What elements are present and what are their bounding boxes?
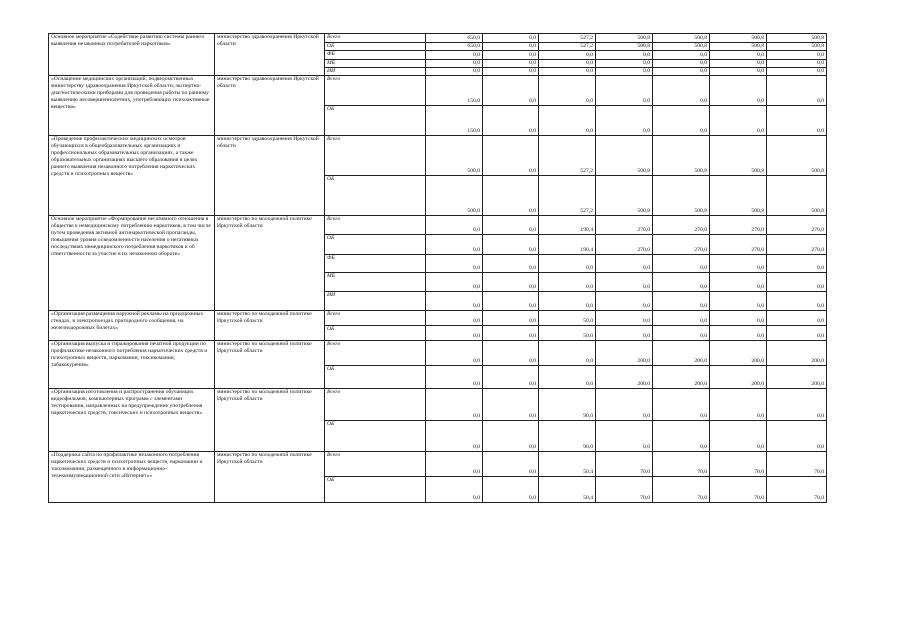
amount-cell: 500,8 <box>767 136 827 176</box>
amount-cell: 500,8 <box>596 176 653 216</box>
amount-cell: 0,0 <box>483 235 539 255</box>
amount-cell: 200,0 <box>767 366 827 389</box>
amount-cell: 200,0 <box>596 341 653 366</box>
amount-cell: 500,8 <box>767 34 827 43</box>
funding-source-cell: ФБ <box>325 51 426 60</box>
amount-cell: 0,0 <box>483 273 539 292</box>
amount-cell: 0,0 <box>767 51 827 60</box>
amount-cell: 527,2 <box>539 34 596 43</box>
executor-cell: министерство по молодежной политике Иркутской области <box>215 389 325 452</box>
amount-cell: 270,0 <box>653 235 710 255</box>
funding-source-cell: ОБ <box>325 106 426 136</box>
amount-cell: 650,0 <box>426 34 483 43</box>
activity-name-cell: «Поддержка сайта по профилактике незаконного потребления наркотических средств и психотропных веществ, наркомании и токсикомании, размещенного в информационно-телекоммуникационной сети «Интернет»» <box>49 452 215 503</box>
amount-cell: 0,0 <box>710 60 767 68</box>
amount-cell: 0,0 <box>483 68 539 76</box>
amount-cell: 270,0 <box>596 235 653 255</box>
amount-cell: 0,0 <box>539 76 596 106</box>
funding-source-cell: ОБ <box>325 326 426 341</box>
amount-cell: 0,0 <box>767 292 827 311</box>
funding-source-cell: МБ <box>325 273 426 292</box>
amount-cell: 0,0 <box>653 389 710 421</box>
amount-cell: 0,0 <box>653 106 710 136</box>
amount-cell: 0,0 <box>426 366 483 389</box>
table-row <box>49 341 827 366</box>
amount-cell: 0,0 <box>767 76 827 106</box>
amount-cell: 50,4 <box>539 477 596 503</box>
amount-cell: 0,0 <box>539 68 596 76</box>
executor-cell: министерство по молодежной политике Иркутской области <box>215 311 325 341</box>
amount-cell: 0,0 <box>483 366 539 389</box>
amount-cell: 0,0 <box>483 43 539 51</box>
funding-source-cell: ИИ <box>325 68 426 76</box>
amount-cell: 200,0 <box>710 366 767 389</box>
funding-source-cell: Всего <box>325 452 426 477</box>
amount-cell: 0,0 <box>596 292 653 311</box>
funding-source-cell: Всего <box>325 389 426 421</box>
amount-cell: 70,0 <box>596 477 653 503</box>
amount-cell: 0,0 <box>596 326 653 341</box>
amount-cell: 0,0 <box>483 136 539 176</box>
amount-cell: 500,8 <box>653 43 710 51</box>
table-body <box>49 34 827 503</box>
amount-cell: 0,0 <box>767 68 827 76</box>
amount-cell: 0,0 <box>426 68 483 76</box>
amount-cell: 0,0 <box>653 311 710 326</box>
amount-cell: 0,0 <box>426 341 483 366</box>
funding-source-cell: МБ <box>325 60 426 68</box>
amount-cell: 0,0 <box>426 255 483 273</box>
funding-source-cell: ОБ <box>325 235 426 255</box>
amount-cell: 500,8 <box>710 43 767 51</box>
executor-cell: министерство по молодежной политике Иркутской области <box>215 216 325 311</box>
table-row <box>49 311 827 326</box>
amount-cell: 500,8 <box>710 34 767 43</box>
amount-cell: 0,0 <box>653 76 710 106</box>
activity-name-cell: Основное мероприятие «Формирование негативного отношения в обществе к немедицинскому потреблению наркотиков, в том числе путем проведения активной антинаркотической пропаганды, повышения уровня осведомленности населения о негативных последствиях немедицинского потребления наркотиков и об ответственности за участие в их незаконном обороте» <box>49 216 215 311</box>
amount-cell: 0,0 <box>483 311 539 326</box>
amount-cell: 0,0 <box>596 421 653 452</box>
amount-cell: 0,0 <box>426 235 483 255</box>
amount-cell: 0,0 <box>539 106 596 136</box>
amount-cell: 0,0 <box>596 106 653 136</box>
amount-cell: 0,0 <box>483 176 539 216</box>
amount-cell: 0,0 <box>483 34 539 43</box>
amount-cell: 70,0 <box>710 477 767 503</box>
funding-source-cell: Всего <box>325 311 426 326</box>
amount-cell: 50,0 <box>539 326 596 341</box>
amount-cell: 270,0 <box>710 216 767 235</box>
amount-cell: 200,0 <box>710 341 767 366</box>
amount-cell: 500,8 <box>596 136 653 176</box>
amount-cell: 0,0 <box>483 255 539 273</box>
amount-cell: 0,0 <box>767 389 827 421</box>
executor-cell: министерство по молодежной политике Иркутской области <box>215 452 325 503</box>
funding-source-cell: ОБ <box>325 43 426 51</box>
amount-cell: 0,0 <box>539 255 596 273</box>
funding-source-cell: ОБ <box>325 366 426 389</box>
amount-cell: 270,0 <box>767 235 827 255</box>
amount-cell: 200,0 <box>653 341 710 366</box>
amount-cell: 0,0 <box>426 326 483 341</box>
funding-source-cell: ОБ <box>325 477 426 503</box>
activity-name-cell: «Проведение профилактических медицинских осмотров обучающихся в общеобразовательных организациях и профессиональных образовательных организациях, а также образовательных организациях высшего образования в целях раннего выявления незаконного потребления наркотических средств и психотропных веществ» <box>49 136 215 216</box>
amount-cell: 500,8 <box>767 176 827 216</box>
amount-cell: 0,0 <box>426 273 483 292</box>
amount-cell: 150,0 <box>426 76 483 106</box>
executor-cell: министерство здравоохранения Иркутской области <box>215 76 325 136</box>
table-row <box>49 136 827 176</box>
amount-cell: 500,0 <box>426 136 483 176</box>
amount-cell: 500,8 <box>596 43 653 51</box>
funding-source-cell: ОБ <box>325 421 426 452</box>
amount-cell: 190,4 <box>539 216 596 235</box>
amount-cell: 0,0 <box>483 341 539 366</box>
amount-cell: 0,0 <box>483 216 539 235</box>
activity-name-cell: Основное мероприятие «Содействие развитию системы раннего выявления незаконных потребителей наркотиков» <box>49 34 215 76</box>
amount-cell: 70,0 <box>653 477 710 503</box>
amount-cell: 527,2 <box>539 136 596 176</box>
amount-cell: 0,0 <box>653 51 710 60</box>
amount-cell: 0,0 <box>710 421 767 452</box>
amount-cell: 650,0 <box>426 43 483 51</box>
amount-cell: 0,0 <box>426 389 483 421</box>
amount-cell: 0,0 <box>483 326 539 341</box>
amount-cell: 0,0 <box>710 326 767 341</box>
amount-cell: 0,0 <box>596 60 653 68</box>
amount-cell: 0,0 <box>653 60 710 68</box>
amount-cell: 0,0 <box>426 477 483 503</box>
amount-cell: 0,0 <box>426 216 483 235</box>
amount-cell: 527,2 <box>539 43 596 51</box>
amount-cell: 0,0 <box>596 255 653 273</box>
amount-cell: 0,0 <box>710 106 767 136</box>
funding-source-cell: ФБ <box>325 255 426 273</box>
amount-cell: 500,8 <box>653 176 710 216</box>
amount-cell: 0,0 <box>539 366 596 389</box>
amount-cell: 0,0 <box>426 311 483 326</box>
activity-name-cell: «Оснащение медицинских организаций, подведомственных министерству здравоохранения Иркутской области, экспертно-диагностическими приборами для проведения работы по раннему выявлению несовершеннолетних, употребляющих психоактивные вещества» <box>49 76 215 136</box>
amount-cell: 0,0 <box>596 76 653 106</box>
amount-cell: 70,0 <box>710 452 767 477</box>
amount-cell: 0,0 <box>596 311 653 326</box>
amount-cell: 0,0 <box>426 421 483 452</box>
amount-cell: 500,8 <box>767 43 827 51</box>
amount-cell: 0,0 <box>539 273 596 292</box>
amount-cell: 0,0 <box>426 51 483 60</box>
amount-cell: 0,0 <box>710 68 767 76</box>
amount-cell: 50,4 <box>539 452 596 477</box>
amount-cell: 70,0 <box>596 452 653 477</box>
amount-cell: 50,0 <box>539 311 596 326</box>
amount-cell: 0,0 <box>539 341 596 366</box>
amount-cell: 0,0 <box>539 292 596 311</box>
amount-cell: 0,0 <box>653 421 710 452</box>
amount-cell: 500,8 <box>710 136 767 176</box>
amount-cell: 0,0 <box>653 68 710 76</box>
amount-cell: 200,0 <box>596 366 653 389</box>
amount-cell: 0,0 <box>767 311 827 326</box>
amount-cell: 0,0 <box>483 452 539 477</box>
amount-cell: 200,0 <box>767 341 827 366</box>
amount-cell: 0,0 <box>710 311 767 326</box>
funding-source-cell: Всего <box>325 34 426 43</box>
amount-cell: 500,8 <box>596 34 653 43</box>
amount-cell: 150,0 <box>426 106 483 136</box>
amount-cell: 0,0 <box>483 51 539 60</box>
amount-cell: 0,0 <box>767 273 827 292</box>
amount-cell: 0,0 <box>710 273 767 292</box>
amount-cell: 0,0 <box>653 292 710 311</box>
amount-cell: 0,0 <box>767 421 827 452</box>
budget-table <box>48 33 827 503</box>
amount-cell: 0,0 <box>653 255 710 273</box>
funding-source-cell: Всего <box>325 216 426 235</box>
funding-source-cell: ОБ <box>325 176 426 216</box>
amount-cell: 0,0 <box>426 292 483 311</box>
amount-cell: 0,0 <box>483 292 539 311</box>
activity-name-cell: «Организация выпуска и тиражирования печатной продукции по профилактике незаконного потребления наркотических средств и психотропных веществ, наркомании, токсикомании, табакокурения» <box>49 341 215 389</box>
amount-cell: 0,0 <box>483 477 539 503</box>
table-row <box>49 34 827 43</box>
amount-cell: 0,0 <box>483 106 539 136</box>
table-row <box>49 76 827 106</box>
amount-cell: 500,8 <box>653 34 710 43</box>
amount-cell: 70,0 <box>767 477 827 503</box>
amount-cell: 270,0 <box>596 216 653 235</box>
amount-cell: 500,8 <box>653 136 710 176</box>
amount-cell: 0,0 <box>767 60 827 68</box>
amount-cell: 270,0 <box>767 216 827 235</box>
funding-source-cell: ИИ <box>325 292 426 311</box>
amount-cell: 0,0 <box>539 51 596 60</box>
amount-cell: 0,0 <box>596 68 653 76</box>
amount-cell: 190,4 <box>539 235 596 255</box>
amount-cell: 70,0 <box>653 452 710 477</box>
amount-cell: 90,0 <box>539 389 596 421</box>
amount-cell: 0,0 <box>710 389 767 421</box>
amount-cell: 0,0 <box>710 292 767 311</box>
table-row <box>49 216 827 235</box>
amount-cell: 0,0 <box>767 326 827 341</box>
amount-cell: 0,0 <box>710 255 767 273</box>
amount-cell: 0,0 <box>483 421 539 452</box>
funding-source-cell: Всего <box>325 341 426 366</box>
amount-cell: 270,0 <box>653 216 710 235</box>
funding-source-cell: Всего <box>325 136 426 176</box>
executor-cell: министерство здравоохранения Иркутской области <box>215 136 325 216</box>
amount-cell: 0,0 <box>483 76 539 106</box>
amount-cell: 0,0 <box>426 60 483 68</box>
amount-cell: 500,8 <box>710 176 767 216</box>
amount-cell: 0,0 <box>767 106 827 136</box>
amount-cell: 0,0 <box>596 273 653 292</box>
table-row <box>49 452 827 477</box>
amount-cell: 0,0 <box>539 60 596 68</box>
amount-cell: 0,0 <box>710 51 767 60</box>
amount-cell: 0,0 <box>653 273 710 292</box>
activity-name-cell: «Организация изготовления и распространения обучающих видеофильмов, компьютерных программ с элементами тестирования, направленных на предупреждение употребления наркотических средств, токсических и психотропных веществ» <box>49 389 215 452</box>
amount-cell: 90,0 <box>539 421 596 452</box>
amount-cell: 0,0 <box>483 60 539 68</box>
amount-cell: 0,0 <box>426 452 483 477</box>
executor-cell: министерство по молодежной политике Иркутской области <box>215 341 325 389</box>
amount-cell: 70,0 <box>767 452 827 477</box>
amount-cell: 270,0 <box>710 235 767 255</box>
activity-name-cell: «Организация размещения наружной рекламы на придорожных стендах, в электропоездах пригородного сообщения, на железнодорожных билетах» <box>49 311 215 341</box>
amount-cell: 527,2 <box>539 176 596 216</box>
amount-cell: 0,0 <box>596 51 653 60</box>
amount-cell: 0,0 <box>653 326 710 341</box>
funding-source-cell: Всего <box>325 76 426 106</box>
amount-cell: 0,0 <box>483 389 539 421</box>
executor-cell: министерство здравоохранения Иркутской области <box>215 34 325 76</box>
amount-cell: 0,0 <box>767 255 827 273</box>
table-row <box>49 389 827 421</box>
amount-cell: 500,0 <box>426 176 483 216</box>
amount-cell: 200,0 <box>653 366 710 389</box>
amount-cell: 0,0 <box>710 76 767 106</box>
amount-cell: 0,0 <box>596 389 653 421</box>
